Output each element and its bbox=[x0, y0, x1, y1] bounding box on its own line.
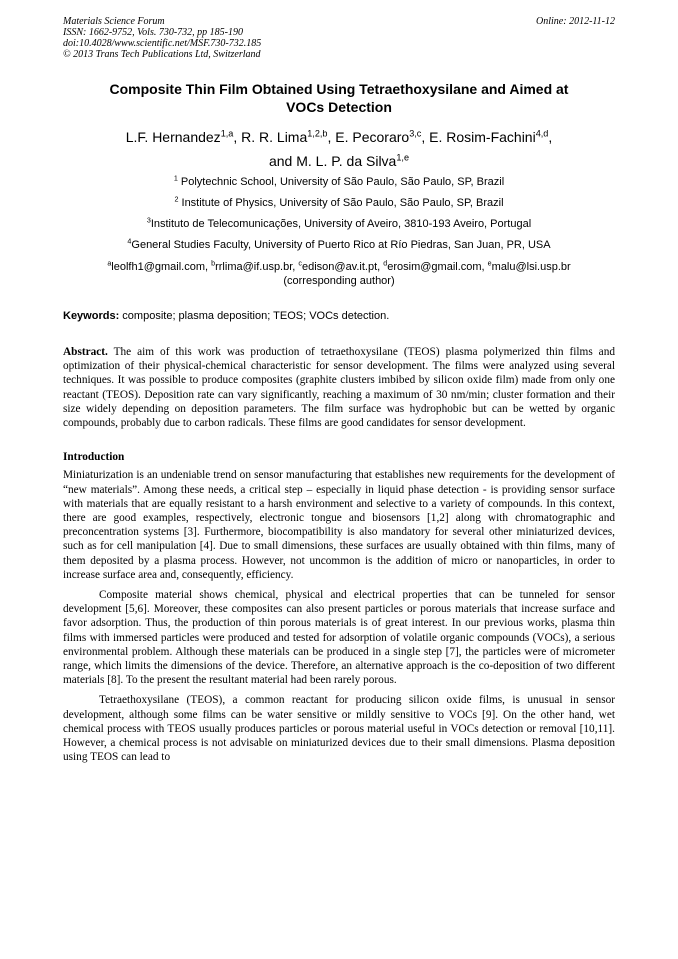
affiliation-number: 3 bbox=[146, 216, 151, 225]
affiliation-3 bbox=[40, 214, 638, 235]
email-address: leolfh1@gmail.com, bbox=[111, 261, 212, 273]
paragraph: Tetraethoxysilane (TEOS), a common reactant for producing silicon oxide films, is unusual in sensor development, although some films can be water sensitive or mildly sensitive to VOCs [9]. On the other hand, wet chemical process with TEOS usually produces particles or porous material useful in VOCs detection or removal [10,11]. However, a chemical process is not advisable on miniaturized devices due to their small dimensions. Plasma deposition using TEOS can lead to bbox=[63, 694, 615, 764]
journal-header bbox=[63, 16, 615, 60]
abstract bbox=[63, 345, 615, 430]
affiliation-text: Institute of Physics, University of São Paulo, São Paulo, SP, Brazil bbox=[178, 197, 504, 209]
email-marker: b bbox=[211, 259, 216, 268]
affiliation-text: Instituto de Telecomunicações, University of Aveiro, 3810-193 Aveiro, Portugal bbox=[150, 218, 532, 230]
author-name: E. Pecoraro bbox=[335, 129, 410, 145]
keywords-text: composite; plasma deposition; TEOS; VOCs detection. bbox=[119, 310, 390, 322]
author-name: M. L. P. da Silva bbox=[296, 153, 397, 169]
author-separator: , bbox=[233, 129, 242, 145]
author-name: E. Rosim-Fachini bbox=[429, 129, 536, 145]
author-affil-marker: 3,c bbox=[409, 128, 422, 139]
email-marker: e bbox=[487, 259, 492, 268]
affiliation-1 bbox=[40, 172, 638, 193]
section-heading-introduction: Introduction bbox=[63, 451, 125, 464]
author-separator: , bbox=[421, 129, 430, 145]
title-line-2: VOCs Detection bbox=[286, 99, 392, 115]
affiliation-2 bbox=[40, 193, 638, 214]
author-affil-marker: 1,e bbox=[396, 152, 410, 163]
abstract-label: Abstract. bbox=[63, 346, 108, 358]
email-address: rrlima@if.usp.br, bbox=[215, 261, 299, 273]
email-marker: a bbox=[107, 259, 112, 268]
author-separator: , bbox=[548, 129, 553, 145]
title-line-1: Composite Thin Film Obtained Using Tetraethoxysilane and Aimed at bbox=[109, 81, 569, 97]
keywords bbox=[63, 309, 615, 323]
affiliation-4 bbox=[40, 235, 638, 256]
issn: ISSN: 1662-9752, Vols. 730-732, pp 185-190 bbox=[63, 27, 243, 38]
email-address: edison@av.it.pt, bbox=[301, 261, 384, 273]
affiliation-text: General Studies Faculty, University of Puerto Rico at Río Piedras, San Juan, PR, USA bbox=[131, 239, 551, 251]
author-line-2 bbox=[40, 149, 638, 173]
email-marker: c bbox=[298, 259, 302, 268]
journal-name: Materials Science Forum bbox=[63, 16, 165, 27]
affiliation-number: 4 bbox=[127, 237, 132, 246]
email-marker: d bbox=[383, 259, 388, 268]
author-name: L.F. Hernandez bbox=[125, 129, 221, 145]
affiliation-text: Polytechnic School, University of São Paulo, São Paulo, SP, Brazil bbox=[177, 176, 505, 188]
author-line-1 bbox=[40, 125, 638, 149]
author-separator: , bbox=[327, 129, 336, 145]
affiliation-number: 2 bbox=[174, 195, 179, 204]
paragraph: Miniaturization is an undeniable trend on sensor manufacturing that establishes new requirements for the development of “new materials”. Among these needs, a critical step – especially in liquid phase detection - is providing sensor surface with materials that are equally resistant to a harsh environment and selective to a variety of compounds. In this context, there are good examples, respectively, electronic tongue and biosensors [1,2] along with chromatographic and preconcentration systems [3]. Furthermore, biocompatibility is also mandatory for several other miniaturized devices, such as for cell manipulation [4]. Due to small dimensions, these surfaces are usually obtained with thin films, many of them deposited by a plasma process. However, not uncommon is the addition of micro or nanoparticles, in order to increase surface area and, consequently, efficiency. bbox=[63, 469, 615, 581]
email-address: malu@lsi.usp.br bbox=[491, 261, 571, 273]
doi: doi:10.4028/www.scientific.net/MSF.730-732.185 bbox=[63, 38, 262, 49]
author-affil-marker: 4,d bbox=[535, 128, 549, 139]
paper-body bbox=[63, 345, 615, 764]
corresponding-author-note: (corresponding author) bbox=[283, 275, 395, 287]
keywords-label: Keywords: bbox=[63, 310, 120, 322]
author-name: R. R. Lima bbox=[241, 129, 308, 145]
author-and: and bbox=[268, 153, 297, 169]
email-address: erosim@gmail.com, bbox=[387, 261, 488, 273]
author-list bbox=[40, 125, 638, 173]
copyright: © 2013 Trans Tech Publications Ltd, Switzerland bbox=[63, 49, 261, 60]
affiliations bbox=[40, 172, 638, 288]
paragraph: Composite material shows chemical, physical and electrical properties that can be tunneled for sensor development [5,6]. Moreover, these composites can also present particles or porous materials that increase surface and favor adsorption. Thus, the production of thin porous materials is of great interest. In our previous works, plasma thin films with immersed particles were produced and tested for adsorption of volatile organic compounds (VOCs), a serious environmental problem. Although these materials can be produced in a single step [7], the particles were of micrometer range, which limits the dimensions of the device. Therefore, an alternative approach is the co-deposition of two different materials [8]. To the present the resultant material had been rarely porous. bbox=[63, 589, 615, 687]
author-affil-marker: 1,2,b bbox=[307, 128, 328, 139]
abstract-text: The aim of this work was production of tetraethoxysilane (TEOS) plasma polymerized thin films and optimization of their physical-chemical characteristic for sensor development. The films were analyzed using several techniques. It was possible to produce composites (graphite clusters imbibed by silicon oxide film) made from only one reactant (TEOS). Deposition rate can vary significantly, reaching a maximum of 30 nm/min; cluster formation and their size widely depending on deposition parameters. The film surface was hydrophobic but can be wetted by organic compounds, probably due to carbon radicals. These films are good candidates for sensor development. bbox=[63, 346, 615, 430]
online-date: Online: 2012-11-12 bbox=[536, 16, 615, 27]
affiliation-number: 1 bbox=[173, 174, 178, 183]
paper-title bbox=[63, 80, 615, 116]
email-list bbox=[40, 261, 638, 274]
author-affil-marker: 1,a bbox=[220, 128, 234, 139]
